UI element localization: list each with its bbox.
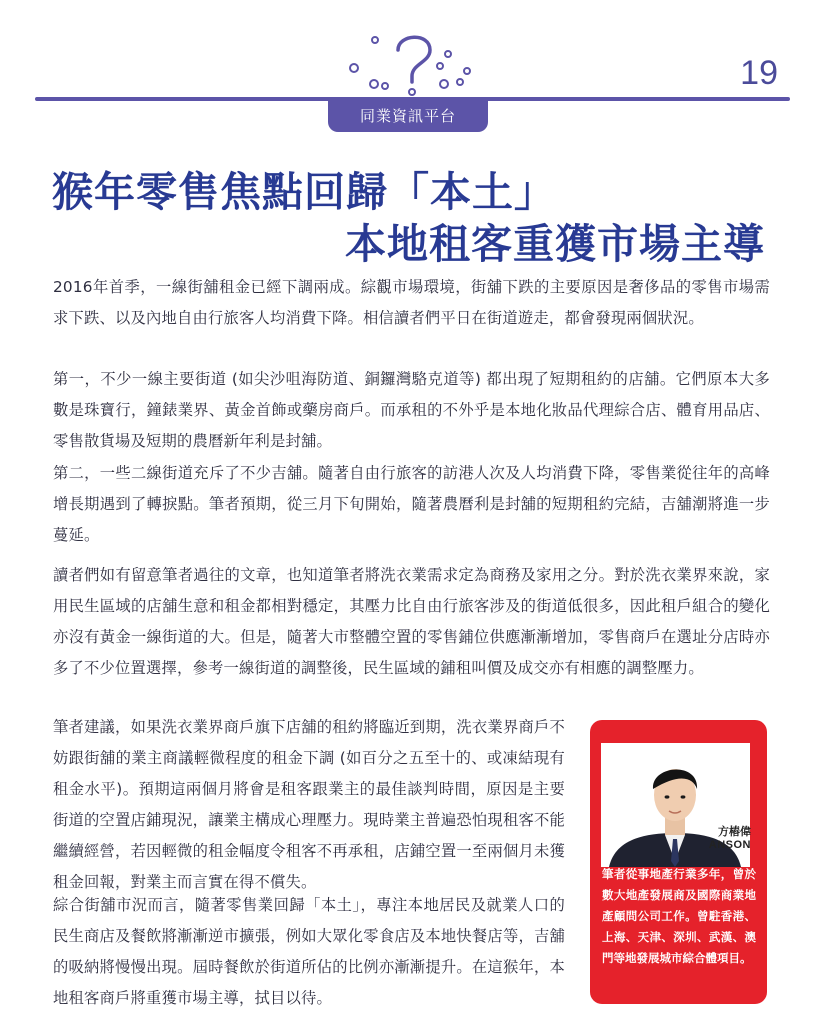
paragraph-recommendation: 筆者建議，如果洗衣業界商戶旗下店舖的租約將臨近到期，洗衣業界商戶不妨跟街舖的業主商議輕微程度的租金下調 (如百分之五至十的、或凍結現有租金水平)。預期這兩個月將會是租客跟業主的最佳談判時間，原因是主要街道的空置店鋪現況，讓業主構成心理壓力。現時業主普遍恐怕現租客不能繼續經營，若因輕微的租金幅度令租客不再承租，店鋪空置一至兩個月未獲租金回報，對業主而言實在得不償失。 <box>53 718 565 891</box>
paragraph-laundry-context: 讀者們如有留意筆者過往的文章，也知道筆者將洗衣業需求定為商務及家用之分。對於洗衣業界來說，家用民生區域的店舖生意和租金都相對穩定，其壓力比自由行旅客涉及的街道低很多，因此租戶組合的變化亦沒有黃金一線街道的大。但是，隨著大市整體空置的零售鋪位供應漸漸增加，零售商戶在選址分店時亦多了不少位置選擇，參考一線街道的調整後，民生區域的鋪租叫價及成交亦有相應的調整壓力。 <box>53 566 770 677</box>
paragraph-first-point: 第一，不少一線主要街道 (如尖沙咀海防道、銅鑼灣駱克道等) 都出現了短期租約的店舖。它們原本大多數是珠寶行，鐘錶業界、黃金首飾或藥房商戶。而承租的不外乎是本地化妝品代理綜合店、體育用品店、零售散貨場及短期的農曆新年利是封舖。 <box>53 370 770 450</box>
paragraph-conclusion: 綜合街舖市況而言，隨著零售業回歸「本土」，專注本地居民及就業人口的民生商店及餐飲將漸漸逆市擴張，例如大眾化零食店及本地快餐店等，吉舖的吸納將慢慢出現。屆時餐飲於街道所佔的比例亦漸漸提升。在這猴年，本地租客商戶將重獲市場主導，拭目以待。 <box>53 896 565 1007</box>
page-number: 19 <box>740 54 778 92</box>
author-name-zh: 方樁偉 <box>718 825 751 838</box>
article-title-line-1: 猴年零售焦點回歸「本土」 <box>52 168 556 216</box>
article-title-line-2: 本地租客重獲市場主導 <box>345 220 765 268</box>
paragraph-intro: 2016年首季，一線街舖租金已經下調兩成。綜觀市場環境，街舖下跌的主要原因是奢侈品的零售市場需求下跌、以及內地自由行旅客人均消費下降。相信讀者們平日在街道遊走，都會發現兩個狀況。 <box>53 278 770 327</box>
question-mark-bubbles-icon <box>340 26 490 98</box>
author-bio-text: 筆者從事地產行業多年，曾於數大地產發展商及國際商業地產顧問公司工作。曾駐香港、上海、天津、深圳、武漢、澳門等地發展城市綜合體項目。 <box>602 867 756 965</box>
paragraph-second-point: 第二，一些二線街道充斥了不少吉舖。隨著自由行旅客的訪港人次及人均消費下降，零售業從往年的高峰增長期遇到了轉捩點。筆者預期，從三月下旬開始，隨著農曆利是封舖的短期租約完結，吉舖潮將進一步蔓延。 <box>53 464 770 544</box>
section-tab: 同業資訊平台 <box>328 101 488 132</box>
author-bio-box <box>590 720 767 1004</box>
author-name-en: ANSON <box>708 839 751 851</box>
